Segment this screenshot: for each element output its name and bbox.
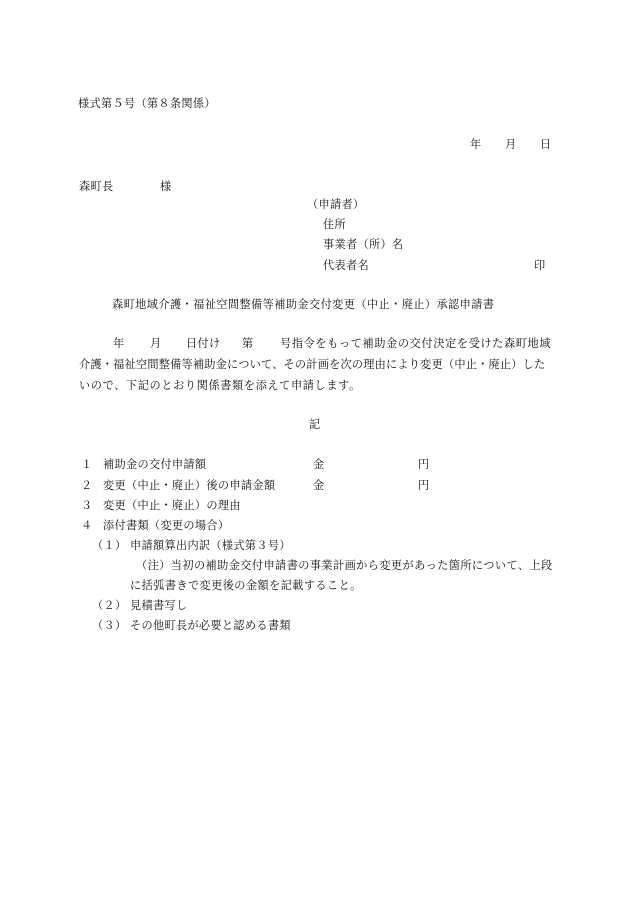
attachment-2-label: 見積書写し	[130, 599, 188, 612]
item-2-amount-prefix: 金	[313, 479, 325, 492]
item-1-amount-prefix: 金	[313, 458, 325, 471]
item-1-unit: 円	[418, 458, 430, 471]
date-day-label: 日	[540, 138, 552, 151]
date-year-label: 年	[470, 138, 482, 151]
addressee-honorific: 様	[160, 180, 172, 193]
item-4-label: 添付書類（変更の場合）	[103, 519, 230, 532]
attachment-1-label: 申請額算出内訳（様式第３号）	[130, 539, 291, 552]
seal-label: 印	[534, 259, 546, 272]
document-title: 森町地域介護・福祉空間整備等補助金交付変更（中止・廃止）承認申請書	[112, 298, 495, 311]
form-number: 様式第５号（第８条関係）	[78, 97, 216, 110]
applicant-heading: （申請者）	[307, 198, 365, 211]
item-1-number: １	[81, 458, 93, 471]
ki-heading: 記	[309, 418, 321, 431]
body-line2: 介護・福祉空間整備等補助金について、その計画を次の理由により変更（中止・廃止）した	[79, 358, 546, 371]
note-line1: （注）当初の補助金交付申請書の事業計画から変更があった箇所について、上段	[136, 559, 553, 572]
date-month-label: 月	[505, 138, 517, 151]
item-1-label: 補助金の交付申請額	[103, 458, 207, 471]
applicant-address-label: 住所	[323, 218, 346, 231]
attachment-3-number: （３）	[92, 619, 127, 632]
attachment-2-number: （２）	[92, 599, 127, 612]
body-line1-rest: 号指令をもって補助金の交付決定を受けた森町地域	[280, 337, 552, 350]
item-3-number: ３	[81, 499, 93, 512]
attachment-1-number: （１）	[92, 539, 127, 552]
addressee-name: 森町長	[79, 180, 114, 193]
applicant-business-label: 事業者（所）名	[323, 238, 404, 251]
body-dated-label: 日付け	[186, 337, 221, 350]
item-2-label: 変更（中止・廃止）後の申請金額	[103, 479, 276, 492]
body-month-label: 月	[150, 337, 162, 350]
body-dai-label: 第	[242, 337, 254, 350]
item-2-number: ２	[81, 479, 93, 492]
attachment-3-label: その他町長が必要と認める書類	[130, 619, 291, 632]
body-year-label: 年	[113, 337, 125, 350]
item-4-number: ４	[81, 519, 93, 532]
item-2-unit: 円	[418, 479, 430, 492]
body-line3: いので、下記のとおり関係書類を添えて申請します。	[79, 379, 361, 392]
item-3-label: 変更（中止・廃止）の理由	[103, 499, 241, 512]
applicant-representative-label: 代表者名	[323, 259, 369, 272]
note-line2: に括弧書きで変更後の金額を記載すること。	[130, 579, 362, 592]
